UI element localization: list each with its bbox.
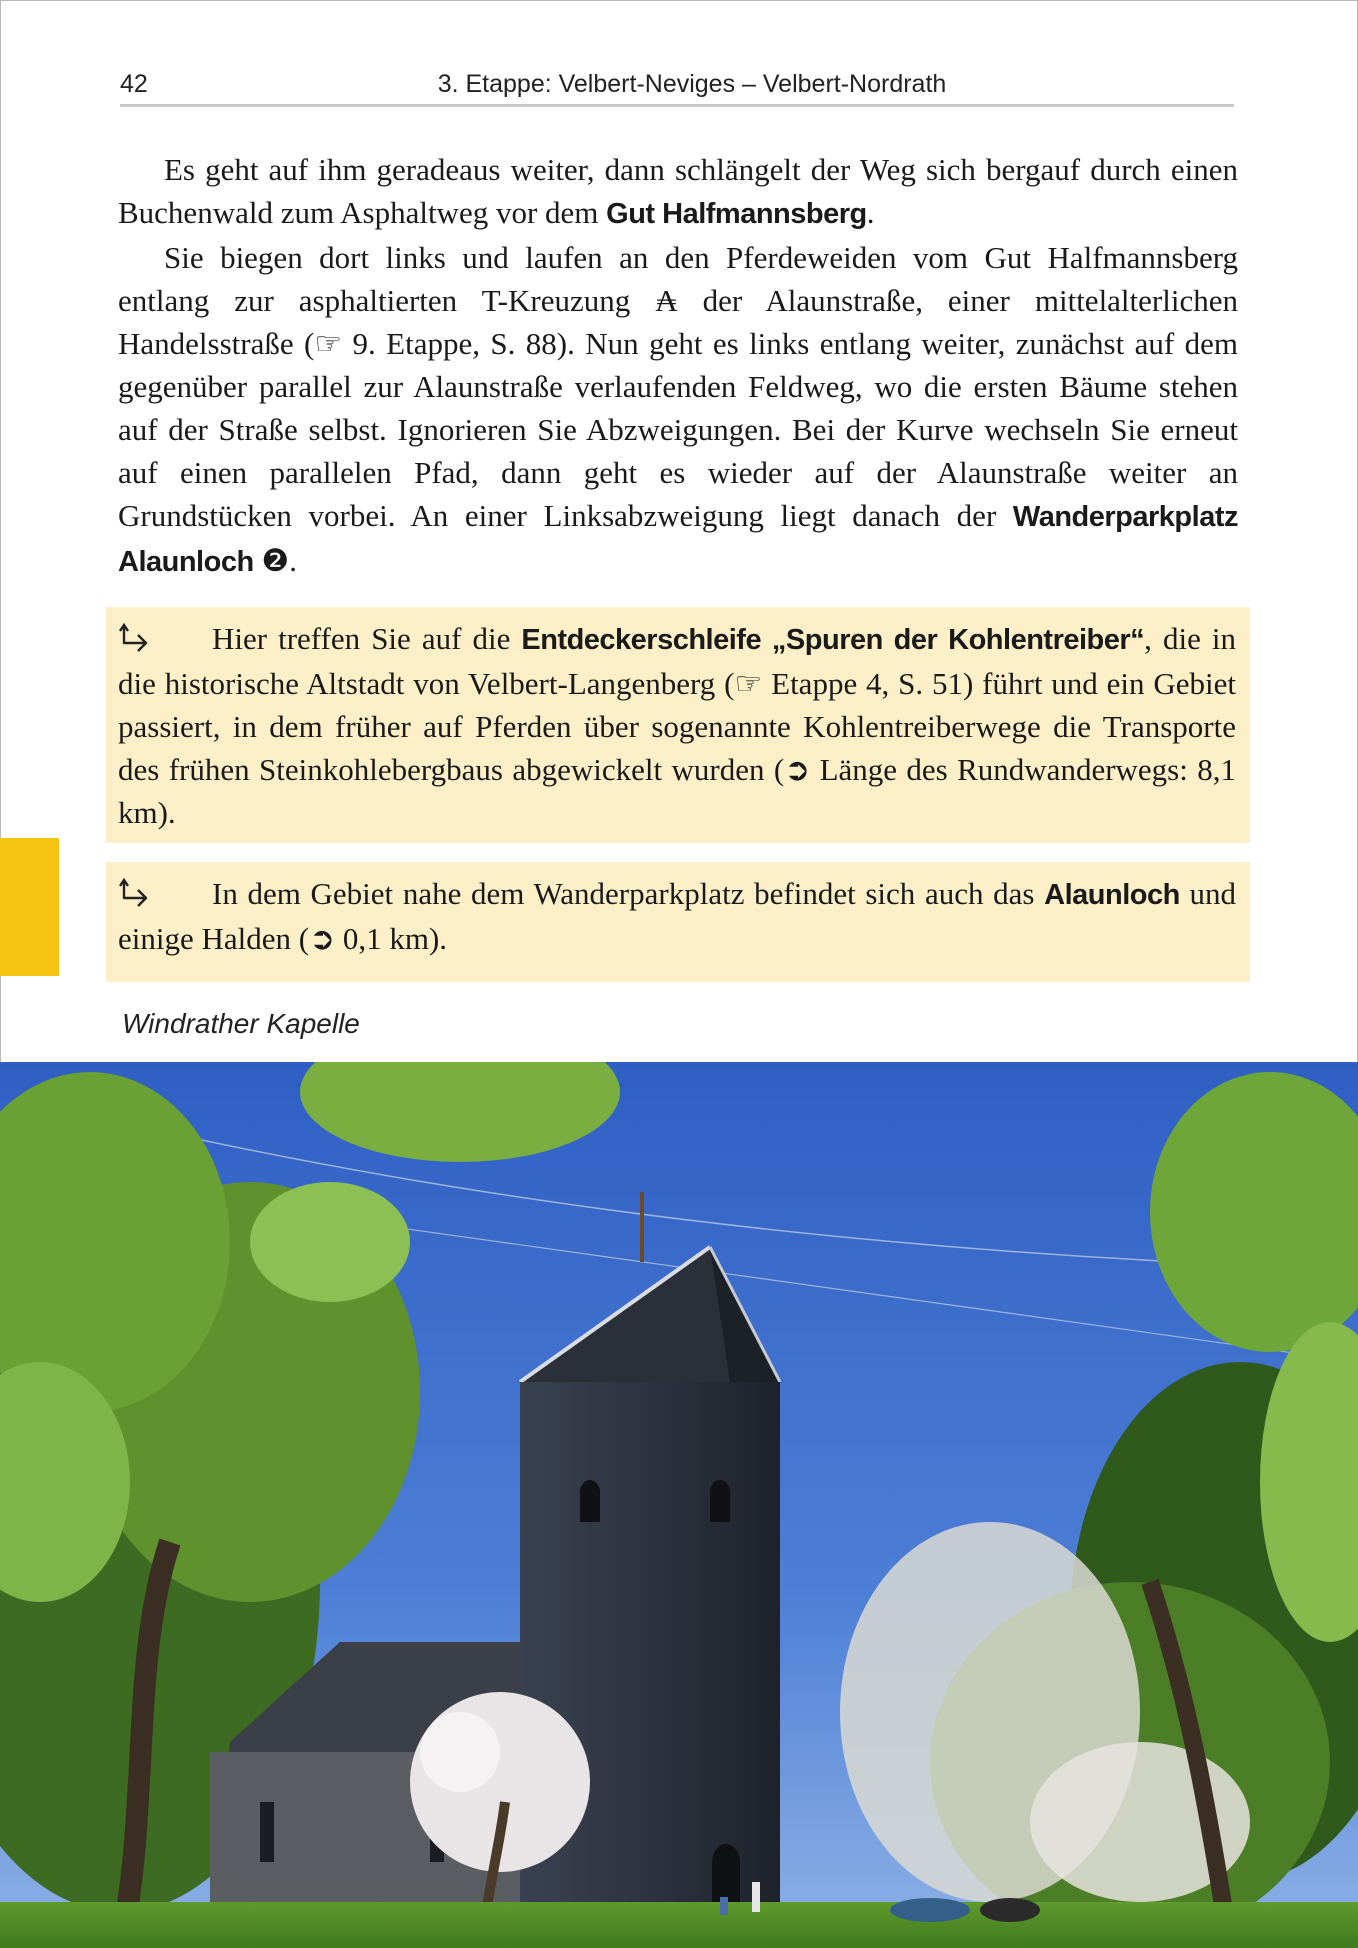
pointing-hand-icon: ☞	[314, 326, 343, 361]
paragraph-2-part-3: ). Nun geht es links entlang weiter, zunächst auf dem gegenüber parallel zur Alaunstraße verlaufenden Feldweg, wo die ersten Bäume stehen auf der Straße selbst. Ignorieren Sie Abzweigungen. Bei der Kurve wechseln Sie erneut auf einen parallelen Pfad, dann geht es wieder auf der Alaunstraße weiter an Grundstücken vorbei. An einer Linksabzweigung liegt danach der	[118, 326, 1238, 533]
paragraph-2-part-2: der Alaunstraße, einer mittelalterlichen Handelsstraße (	[118, 283, 1238, 361]
info-box-2-part-1: und einige Halden (	[118, 876, 1236, 956]
info-box-1-part-3: Länge des Rundwanderwegs: 8,1 km).	[118, 752, 1236, 830]
pointing-hand-icon: ☞	[734, 666, 763, 701]
info-box-alaunloch	[106, 862, 1250, 982]
paragraph-1	[118, 148, 1238, 236]
place-gut-halfmannsberg: Gut Halfmannsberg	[606, 198, 867, 230]
junction-icon: ₳	[655, 283, 678, 318]
info-box-1-lead: Hier treffen Sie auf die	[212, 621, 522, 656]
info-box-1-text	[118, 617, 1236, 834]
chapter-thumb-tab	[0, 838, 59, 976]
info-box-1-part-1: , die in die historische Altstadt von Velbert-Langenberg (	[118, 621, 1236, 701]
cross-reference: Etappe 4, S. 51	[762, 666, 963, 701]
distance-arrow-icon: ➲	[784, 752, 811, 787]
chapel-illustration	[0, 1062, 1358, 1948]
chapel-photo	[0, 1062, 1358, 1948]
paragraph-1-end: .	[866, 195, 875, 230]
paragraph-2-part-1: Sie biegen dort links und laufen an den Pferdeweiden vom Gut Halfmannsberg entlang zur asphaltierten T-Kreuzung	[118, 240, 1238, 318]
running-title: 3. Etappe: Velbert-Neviges – Velbert-Nordrath	[437, 70, 947, 98]
place-wanderparkplatz-alaunloch: Wanderparkplatz Alaunloch	[118, 501, 1238, 578]
paragraph-2-end: .	[289, 543, 297, 578]
cross-reference: 9. Etappe, S. 88	[342, 326, 557, 361]
paragraph-1-text: Es geht auf ihm geradeaus weiter, dann schlängelt der Weg sich bergauf durch einen Buchenwald zum Asphaltweg vor dem	[118, 152, 1238, 230]
route-entdeckerschleife: Entdeckerschleife „Spuren der Kohlentreiber“	[521, 624, 1145, 656]
body-text	[118, 148, 1238, 584]
running-header	[120, 70, 1234, 107]
info-box-entdeckerschleife	[106, 607, 1250, 843]
info-box-1-part-2: ) führt und ein Gebiet passiert, in dem früher auf Pferden über sogenannte Kohlentreiberwege die Transporte des frühen Steinkohlebergbaus abgewickelt wurden (	[118, 666, 1236, 787]
distance-arrow-icon: ➲	[309, 921, 336, 956]
photo-caption: Windrather Kapelle	[122, 1008, 360, 1039]
info-box-2-text	[118, 872, 1236, 960]
hint-arrow-icon	[118, 623, 154, 653]
place-alaunloch: Alaunloch	[1044, 879, 1180, 911]
page-number: 42	[120, 70, 148, 98]
waypoint-marker-icon: ❷	[253, 543, 290, 578]
paragraph-2	[118, 236, 1238, 584]
info-box-2-part-2: 0,1 km).	[335, 921, 448, 956]
info-box-2-lead: In dem Gebiet nahe dem Wanderparkplatz befindet sich auch das	[212, 876, 1045, 911]
hint-arrow-icon	[118, 878, 154, 908]
